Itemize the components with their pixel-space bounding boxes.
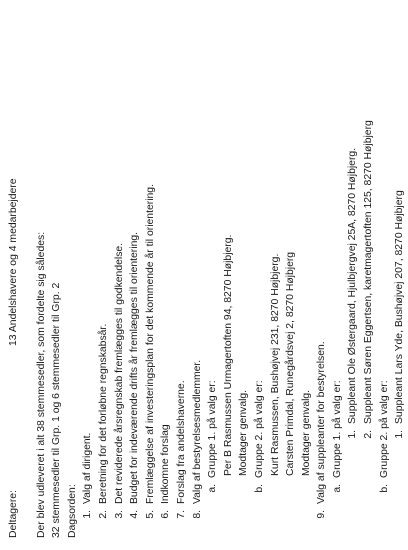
agenda-item: 4.Budget for indeværende drifts år fremlægges til orientering. (129, 231, 141, 519)
board-group-a-note: Modtager genvalg. (238, 389, 250, 476)
board-group-b: b.Gruppe 2. på valg er: (253, 380, 265, 493)
agenda-heading: Dagsorden: (66, 484, 78, 538)
board-group-a-person: Per B Rasmussen Urmagertoften 94, 8270 Højbjerg. (222, 234, 234, 476)
intro-line-1: Der blev udleveret i alt 38 stemmesedler, som fordelte sig således: (35, 231, 47, 538)
intro-line-2: 32 stemmesedler til Grp. 1 og 6 stemmesedler til Grp. 2 (51, 282, 63, 538)
agenda-item: 7.Forslag fra andelshaverne. (175, 380, 187, 519)
minutes-document (6, 8, 408, 538)
substitute-item: 1.Suppleant Ole Østergaard, Hjulbjergvej 25A, 8270 Højbjerg. (347, 147, 359, 439)
board-group-a: a.Gruppe 1. på valg er: (207, 380, 219, 493)
board-group-b-note: Modtager genvalg. (300, 389, 312, 476)
participants-label: Deltagere: (8, 490, 19, 538)
agenda-item-9: 9.Valg af suppleanter for bestyrelsen. (316, 341, 328, 519)
board-group-b-person-2: Carsten Primdal, Runegårdsvej 2, 8270 Højbjerg (285, 251, 297, 476)
agenda-item: 5.Fremlæggelse af investeringsplan for det kommende år til orientering. (144, 184, 156, 519)
agenda-item: 8.Valg af bestyrelsesmedlemmer. (191, 359, 203, 519)
agenda-item: 3.Det reviderede årsregnskab fremlægges til godkendelse. (113, 242, 125, 519)
agenda-item: 2.Beretning for det forløbne regnskabsår. (97, 323, 109, 519)
agenda-item: 1.Valg af dirigent. (82, 432, 94, 519)
substitutes-group-b: b.Gruppe 2. på valg er: (378, 380, 390, 493)
agenda-item: 6.Indkomne forslag (160, 424, 172, 519)
substitute-item: 2.Suppleant Søren Eggertsen, karetmagertoften 125, 8270 Højbjerg (363, 120, 375, 439)
participants-line (6, 8, 22, 538)
participants-value: 13 Andelshavere og 4 medarbejdere (8, 178, 19, 346)
board-group-b-person-1: Kurt Rasmussen, Bushøjvej 231, 8270 Højbjerg. (269, 253, 281, 476)
substitutes-group-a: a.Gruppe 1. på valg er: (331, 380, 343, 493)
substitute-item: 1.Suppleant Lars Yde, Bushøjvej 207, 8270 Højbjerg (394, 190, 406, 439)
